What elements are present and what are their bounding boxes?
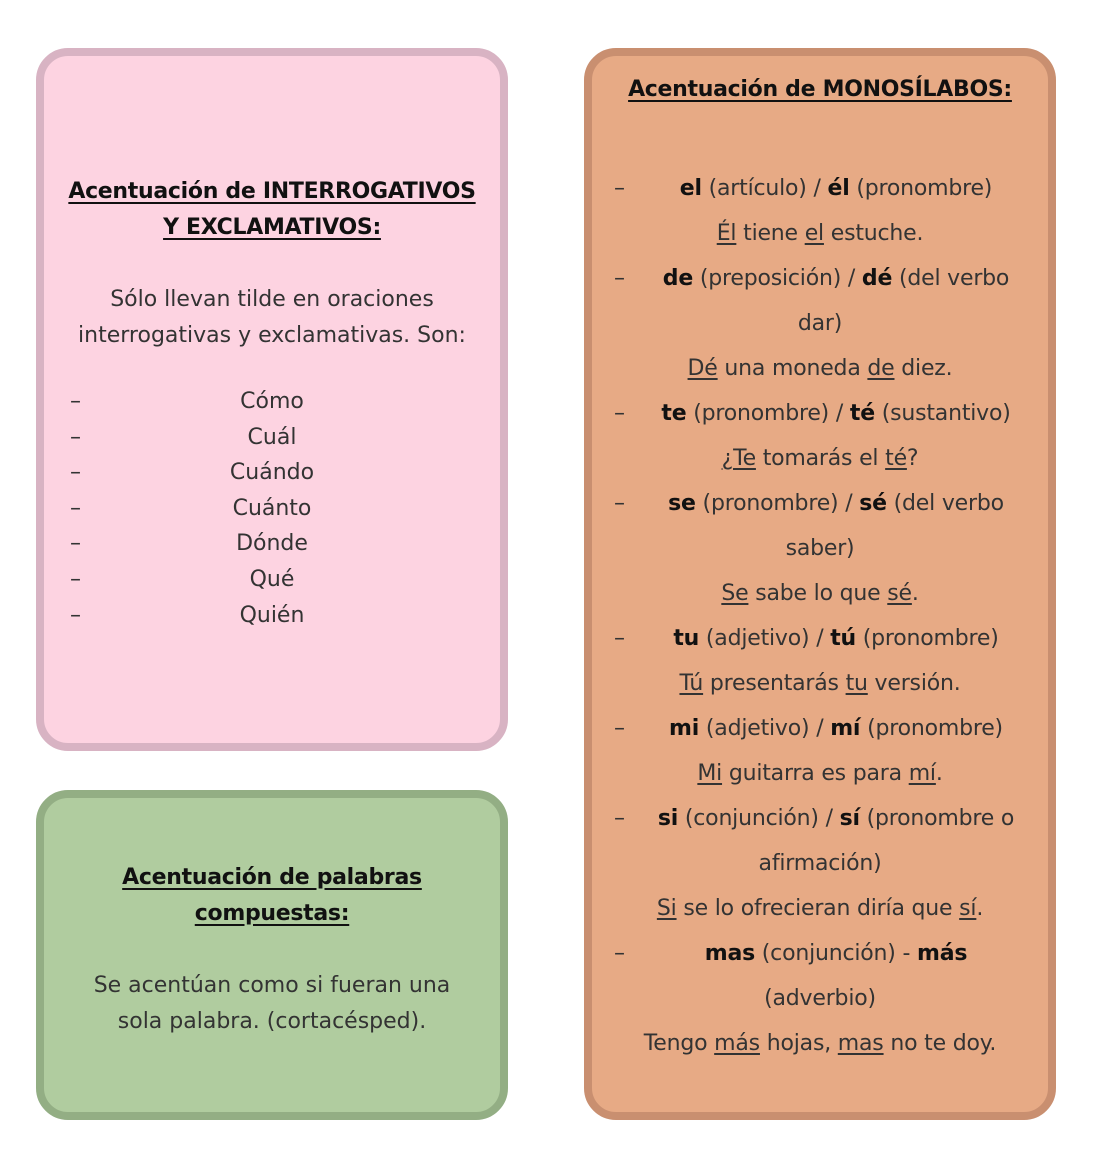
rule-row-tu: – tu (adjetivo) / tú (pronombre)	[592, 616, 1048, 661]
rule-row-se: – se (pronombre) / sé (del verbo	[592, 481, 1048, 526]
rule-row-el: – el (artículo) / él (pronombre)	[592, 166, 1048, 211]
word: Cómo	[240, 389, 304, 414]
word: Dónde	[236, 531, 308, 557]
dash-bullet: –	[70, 460, 81, 486]
list-item	[44, 526, 500, 562]
interrogativos-title: Acentuación de INTERROGATIVOS Y EXCLAMATIVOS:	[68, 179, 476, 240]
example-row-si: Si se lo ofrecieran diría que sí.	[656, 896, 984, 921]
dash-bullet: –	[614, 176, 625, 201]
rule-row-si: – si (conjunción) / sí (pronombre o	[592, 796, 1048, 841]
rule-row-se-continued: saber)	[785, 536, 855, 561]
list-item	[44, 384, 500, 420]
rule-row-mas: – mas (conjunción) - más	[592, 931, 1048, 976]
interrogativos-word-list	[44, 384, 500, 633]
compuestas-card	[36, 790, 508, 1120]
example-row-de: Dé una moneda de diez.	[687, 356, 953, 381]
list-item	[44, 598, 500, 634]
word: Qué	[249, 566, 295, 592]
monosilabos-list	[592, 166, 1048, 1066]
dash-bullet: –	[70, 495, 81, 521]
compuestas-title: Acentuación de palabras compuestas:	[122, 865, 422, 926]
compuestas-description: Se acentúan como si fueran una sola palabra. (cortacésped).	[93, 973, 451, 1034]
monosilabos-title: Acentuación de MONOSÍLABOS:	[628, 77, 1012, 102]
dash-bullet: –	[614, 401, 625, 426]
rule-row-mi: – mi (adjetivo) / mí (pronombre)	[592, 706, 1048, 751]
rule-row-de: – de (preposición) / dé (del verbo	[592, 256, 1048, 301]
dash-bullet: –	[70, 424, 81, 450]
dash-bullet: –	[70, 566, 81, 592]
interrogativos-card	[36, 48, 508, 751]
example-row-tu: Tú presentarás tu versión.	[679, 671, 961, 696]
word: Cuánto	[232, 495, 312, 521]
dash-bullet: –	[70, 389, 81, 414]
example-row-mas: Tengo más hojas, mas no te doy.	[643, 1031, 997, 1056]
word: Quién	[239, 602, 305, 628]
monosilabos-card	[584, 48, 1056, 1120]
dash-bullet: –	[614, 806, 625, 831]
dash-bullet: –	[614, 626, 625, 651]
example-row-mi: Mi guitarra es para mí.	[697, 761, 943, 786]
rule-row-mas-continued: (adverbio)	[764, 986, 876, 1011]
example-row-te: ¿Te tomarás el té?	[721, 446, 919, 471]
dash-bullet: –	[70, 602, 81, 628]
example-row-se: Se sabe lo que sé.	[721, 581, 919, 606]
dash-bullet: –	[614, 266, 625, 291]
example-row-el: Él tiene el estuche.	[716, 221, 924, 246]
rule-row-te: – te (pronombre) / té (sustantivo)	[592, 391, 1048, 436]
rule-row-de-continued: dar)	[797, 311, 843, 336]
dash-bullet: –	[614, 716, 625, 741]
word: Cuándo	[229, 460, 315, 486]
dash-bullet: –	[70, 531, 81, 557]
word: Cuál	[247, 424, 297, 450]
interrogativos-description: Sólo llevan tilde en oraciones interrogativas y exclamativas. Son:	[78, 287, 466, 348]
dash-bullet: –	[614, 491, 625, 516]
dash-bullet: –	[614, 941, 625, 966]
list-item	[44, 455, 500, 491]
list-item	[44, 420, 500, 456]
list-item	[44, 562, 500, 598]
rule-row-si-continued: afirmación)	[758, 851, 882, 876]
list-item	[44, 491, 500, 527]
